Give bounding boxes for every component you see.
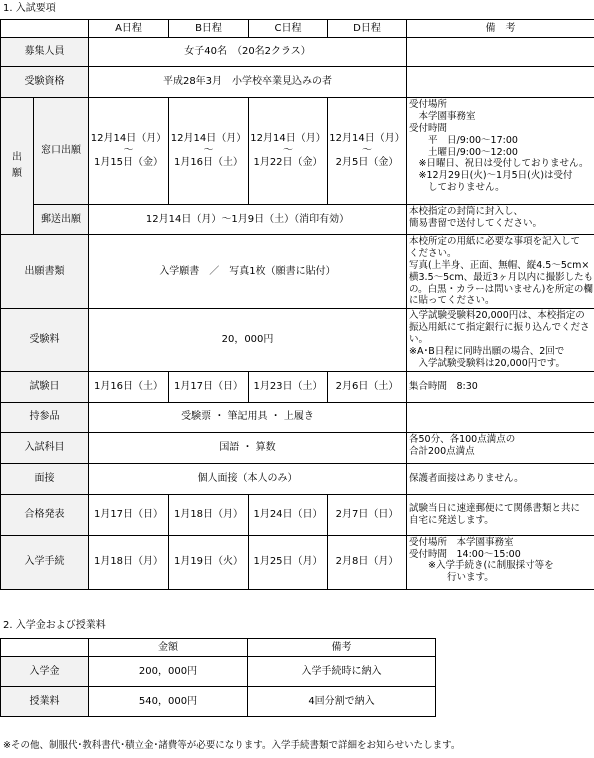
- fees-header-note: 備考: [248, 639, 436, 657]
- row-madoguchi: [1, 98, 594, 205]
- madoguchi-c: [249, 98, 328, 205]
- row-boshu: [1, 38, 594, 67]
- jukenryo-note-line: 振込用紙にて指定銀行に振り込んでくださ: [409, 322, 590, 334]
- happyo-note-line: 自宅に発送します。: [409, 514, 494, 526]
- jukenryo-note: [407, 309, 594, 371]
- row-jukenryo: [1, 309, 594, 371]
- fees-header-amount: 金額: [89, 639, 248, 657]
- fees-row: [1, 657, 594, 687]
- jukenryo-label: 受験料: [1, 309, 89, 371]
- jisanhin-note: [407, 402, 594, 432]
- madoguchi-note: [407, 98, 594, 205]
- shikenbi-label: 試験日: [1, 371, 89, 402]
- mensetsu-note: 保護者面接はありません。: [407, 463, 594, 494]
- jukenryo-note-line: 入学試験受験料は20,000円です。: [409, 357, 565, 369]
- shikenbi-d: 2月6日（土）: [328, 371, 407, 402]
- tetsuzuki-d: 2月8日（月）: [328, 535, 407, 589]
- shutsugan-label: [1, 98, 34, 235]
- shikenbi-b: 1月17日（日）: [169, 371, 249, 402]
- mensetsu-value: 個人面接（本人のみ）: [89, 463, 407, 494]
- happyo-a: 1月17日（日）: [89, 494, 169, 535]
- fees-header-row: [1, 639, 594, 657]
- madoguchi-b: [169, 98, 249, 205]
- boshu-value: 女子40名 （20名2クラス）: [89, 38, 407, 67]
- jukenryo-value: 20，000円: [89, 309, 407, 371]
- fees-header-blank: [1, 639, 89, 657]
- tetsuzuki-note-line: 受付場所 本学園事務室: [409, 536, 514, 548]
- row-tetsuzuki: [1, 535, 594, 589]
- admission-table: [0, 19, 594, 590]
- happyo-c: 1月24日（日）: [249, 494, 328, 535]
- tetsuzuki-note-line: ※入学手続き(に制服採寸等を: [409, 560, 554, 572]
- header-c: C日程: [249, 20, 328, 38]
- madoguchi-d-tilde: ～: [362, 145, 372, 156]
- jisanhin-value: 受験票 ・ 筆記用具 ・ 上履き: [89, 402, 407, 432]
- madoguchi-d: [328, 98, 407, 205]
- madoguchi-a: [89, 98, 169, 205]
- madoguchi-c-start: 12月14日（月）: [250, 133, 326, 144]
- tetsuzuki-label: 入学手続: [1, 535, 89, 589]
- madoguchi-note-line: 受付場所: [409, 99, 448, 110]
- yuso-note: [407, 205, 594, 235]
- kamoku-note: [407, 432, 594, 463]
- shorui-note: [407, 235, 594, 309]
- happyo-b: 1月18日（月）: [169, 494, 249, 535]
- jukenryo-note-line: ※A･B日程に同時出願の場合、2回で: [409, 345, 565, 357]
- header-d: D日程: [328, 20, 407, 38]
- row-kamoku: [1, 432, 594, 463]
- fees-label: 入学金: [1, 657, 89, 687]
- row-jisanhin: [1, 402, 594, 432]
- section2-title: 2. 入学金および授業料: [3, 620, 106, 631]
- row-shorui: [1, 235, 594, 309]
- happyo-label: 合格発表: [1, 494, 89, 535]
- footer-note: ※その他、制服代･教科書代･積立金･諸費等が必要になります。入学手続書類で詳細をお知らせいたします。: [3, 740, 461, 751]
- tetsuzuki-note-line: 受付時間 14:00～15:00: [409, 548, 521, 560]
- header-note: 備 考: [407, 20, 594, 38]
- madoguchi-note-line: ※12月29日(火)～1月5日(火)は受付: [409, 170, 573, 182]
- happyo-note-line: 試験当日に速達郵便にて関係書類と共に: [409, 502, 581, 514]
- madoguchi-b-start: 12月14日（月）: [170, 133, 247, 144]
- shorui-note-line: 本校所定の用紙に必要な事項を記入して: [409, 236, 581, 247]
- fees-amount: 540，000円: [89, 687, 248, 717]
- shorui-note-line: 写真(上半身、正面、無帽、縦4.5～5cm×: [409, 259, 590, 271]
- madoguchi-note-line: ※日曜日、祝日は受付しておりません。: [409, 158, 589, 170]
- happyo-note: [407, 494, 594, 535]
- header-a: A日程: [89, 20, 169, 38]
- row-happyo: [1, 494, 594, 535]
- jukenryo-note-line: 入学試験受験料20,000円は、本校指定の: [409, 310, 585, 322]
- kamoku-value: 国語 ・ 算数: [89, 432, 407, 463]
- row-yuso: [1, 205, 594, 235]
- header-row: [1, 20, 594, 38]
- madoguchi-c-tilde: ～: [283, 145, 293, 156]
- shorui-label: 出願書類: [1, 235, 89, 309]
- header-b: B日程: [169, 20, 249, 38]
- row-shikaku: [1, 67, 594, 98]
- shorui-value: 入学願書 ／ 写真1枚（願書に貼付）: [89, 235, 407, 309]
- fees-spacer: [436, 687, 594, 717]
- fees-amount: 200，000円: [89, 657, 248, 687]
- jisanhin-label: 持参品: [1, 402, 89, 432]
- madoguchi-note-line: 受付時間: [409, 122, 448, 134]
- fees-table: [0, 638, 594, 717]
- shorui-note-line: に貼ってください。: [409, 295, 495, 307]
- madoguchi-d-end: 2月5日（金）: [335, 157, 399, 168]
- section1-title: 1. 入試要項: [3, 3, 56, 14]
- madoguchi-note-line: 平 日/9:00～17:00: [409, 134, 518, 146]
- shorui-note-line: 横3.5～5cm、最近3ヶ月以内に撮影したも: [409, 271, 594, 283]
- madoguchi-b-tilde: ～: [203, 145, 214, 156]
- madoguchi-a-end: 1月15日（金）: [93, 157, 164, 168]
- kamoku-note-line: 合計200点満点: [409, 445, 475, 457]
- jukenryo-note-line: い。: [409, 334, 429, 345]
- tetsuzuki-note-line: 行います。: [409, 572, 494, 584]
- yuso-note-line: 簡易書留で送付してください。: [409, 217, 543, 229]
- madoguchi-note-line: 土曜日/9:00～12:00: [409, 146, 518, 158]
- madoguchi-note-line: しておりません。: [409, 182, 505, 194]
- kamoku-label: 入試科目: [1, 432, 89, 463]
- fees-spacer: [436, 657, 594, 687]
- fees-header-spacer: [436, 639, 594, 657]
- header-blank: [1, 20, 89, 38]
- tetsuzuki-c: 1月25日（月）: [249, 535, 328, 589]
- kamoku-note-line: 各50分、各100点満点の: [409, 433, 516, 445]
- fees-label: 授業料: [1, 687, 89, 717]
- madoguchi-a-start: 12月14日（月）: [90, 133, 167, 144]
- shikenbi-c: 1月23日（土）: [249, 371, 328, 402]
- row-shikenbi: [1, 371, 594, 402]
- madoguchi-note-line: 本学園事務室: [409, 110, 476, 122]
- madoguchi-a-tilde: ～: [123, 145, 134, 156]
- fees-row: [1, 687, 594, 717]
- row-mensetsu: [1, 463, 594, 494]
- shorui-note-line: ください。: [409, 247, 457, 259]
- tetsuzuki-note: [407, 535, 594, 589]
- shutsugan-label-text: 出願: [12, 152, 22, 179]
- shikaku-note: [407, 67, 594, 98]
- yuso-note-line: 本校指定の封筒に封入し、: [409, 206, 524, 217]
- shikaku-value: 平成28年3月 小学校卒業見込みの者: [89, 67, 407, 98]
- fees-note: 4回分割で納入: [248, 687, 436, 717]
- madoguchi-c-end: 1月22日（金）: [253, 157, 323, 168]
- boshu-label: 募集人員: [1, 38, 89, 67]
- tetsuzuki-a: 1月18日（月）: [89, 535, 169, 589]
- tetsuzuki-b: 1月19日（火）: [169, 535, 249, 589]
- boshu-note: [407, 38, 594, 67]
- yuso-label: 郵送出願: [34, 205, 89, 235]
- shorui-note-line: の。白黒・カラーは問いません)を所定の欄: [409, 283, 593, 295]
- shikenbi-a: 1月16日（土）: [89, 371, 169, 402]
- fees-note: 入学手続時に納入: [248, 657, 436, 687]
- yuso-value: 12月14日（月）～1月9日（土）（消印有効）: [89, 205, 407, 235]
- mensetsu-label: 面接: [1, 463, 89, 494]
- happyo-d: 2月7日（日）: [328, 494, 407, 535]
- shikaku-label: 受験資格: [1, 67, 89, 98]
- madoguchi-label: 窓口出願: [34, 98, 89, 205]
- madoguchi-b-end: 1月16日（土）: [173, 157, 244, 168]
- madoguchi-d-start: 12月14日（月）: [329, 133, 405, 144]
- shikenbi-note: 集合時間 8:30: [407, 371, 594, 402]
